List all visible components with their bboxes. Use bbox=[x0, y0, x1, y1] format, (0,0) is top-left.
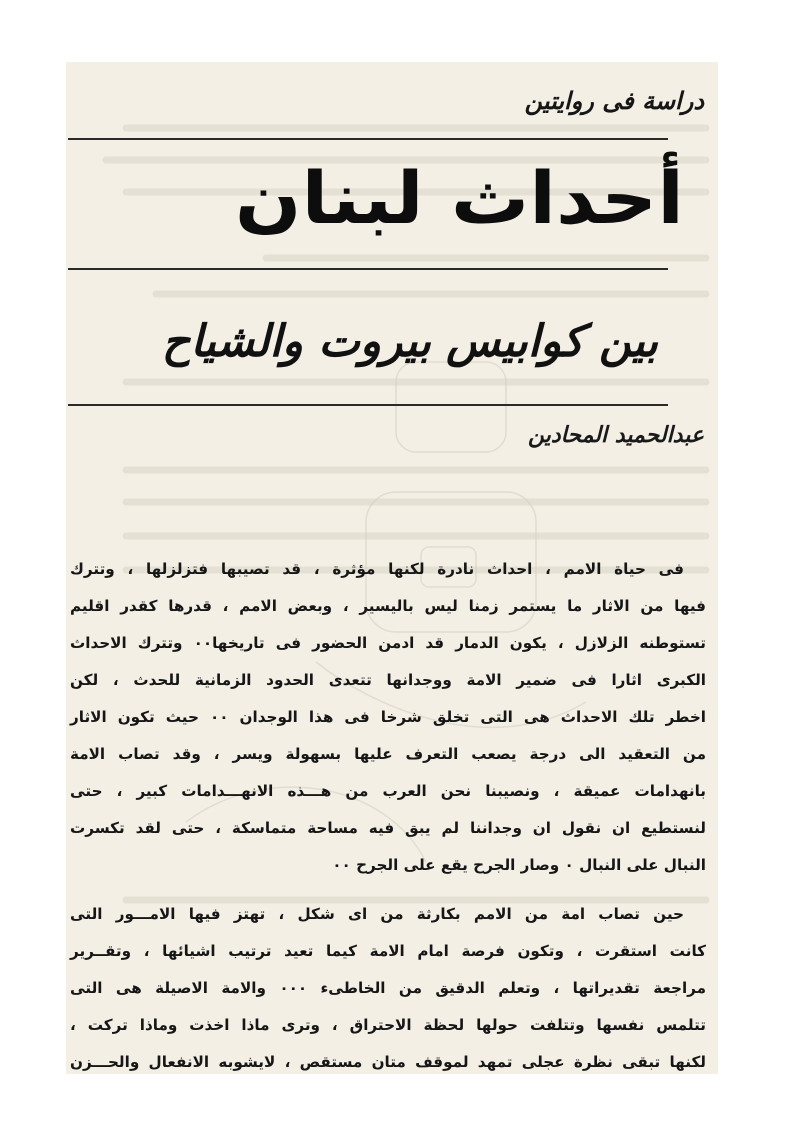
divider-middle bbox=[68, 268, 668, 270]
text-line: فى حياة الامم ، احداث نادرة لكنها مؤثرة ، قد تصيبها فتزلزلها ، وتترك bbox=[70, 560, 684, 578]
text-line: حين تصاب امة من الامم بكارثة من اى شكل ، تهتز فيها الامـــور التى bbox=[70, 905, 684, 923]
paragraph-2 bbox=[70, 896, 706, 1074]
scanned-page bbox=[66, 62, 718, 1074]
text-line: مراجعة تقديراتها ، وتعلم الدقيق من الخاطىء ٠٠٠ والامة الاصيلة هى التى bbox=[70, 979, 707, 997]
text-line: اخطر تلك الاحداث هى التى تخلق شرخا فى هذا الوجدان ٠٠ حيث تكون الاثار bbox=[70, 708, 706, 726]
text-line: الكبرى اثارا فى ضمير الامة ووجدانها تتعدى الحدود الزمانية للحدث ، لكن bbox=[70, 671, 706, 689]
article-subtitle: بين كوابيس بيروت والشياح bbox=[161, 316, 658, 367]
paragraph-1 bbox=[70, 551, 706, 884]
text-line: النبال على النبال ٠ وصار الجرح يقع على الجرح ٠٠ bbox=[332, 856, 706, 874]
text-line: فيها من الاثار ما يستمر زمنا ليس باليسير ، وبعض الامم ، قدرها كقدر اقليم bbox=[70, 597, 706, 615]
text-line: لنستطيع ان نقول ان وجداننا لم يبق فيه مساحة متماسكة ، حتى لقد تكسرت bbox=[70, 819, 706, 837]
divider-top bbox=[68, 138, 668, 140]
text-line: بانهدامات عميقة ، ونصيبنا نحن العرب من هـــذه الانهـــدامات كبير ، حتى bbox=[70, 782, 706, 800]
author-name: عبدالحميد المحادين bbox=[528, 422, 704, 448]
text-line: تتلمس نفسها وتتلفت حولها لحظة الاحتراق ، وترى ماذا اخذت وماذا تركت ، bbox=[70, 1016, 706, 1034]
series-label: دراسة فى روايتين bbox=[524, 86, 704, 115]
divider-bottom bbox=[68, 404, 668, 406]
text-line: من التعقيد الى درجة يصعب التعرف عليها بسهولة ويسر ، وقد تصاب الامة bbox=[70, 745, 706, 763]
text-line: كانت استقرت ، وتكون فرصة امام الامة كيما تعيد ترتيب اشيائها ، وتقــرير bbox=[70, 942, 706, 960]
article-title: أحداث لبنان bbox=[234, 157, 684, 241]
text-line: لكنها تبقى نظرة عجلى تمهد لموقف متان مستقص ، لايشوبه الانفعال والحـــزن bbox=[70, 1053, 706, 1071]
text-line: تستوطنه الزلازل ، يكون الدمار قد ادمن الحضور فى تاريخها٠٠ وتترك الاحداث bbox=[70, 634, 706, 652]
